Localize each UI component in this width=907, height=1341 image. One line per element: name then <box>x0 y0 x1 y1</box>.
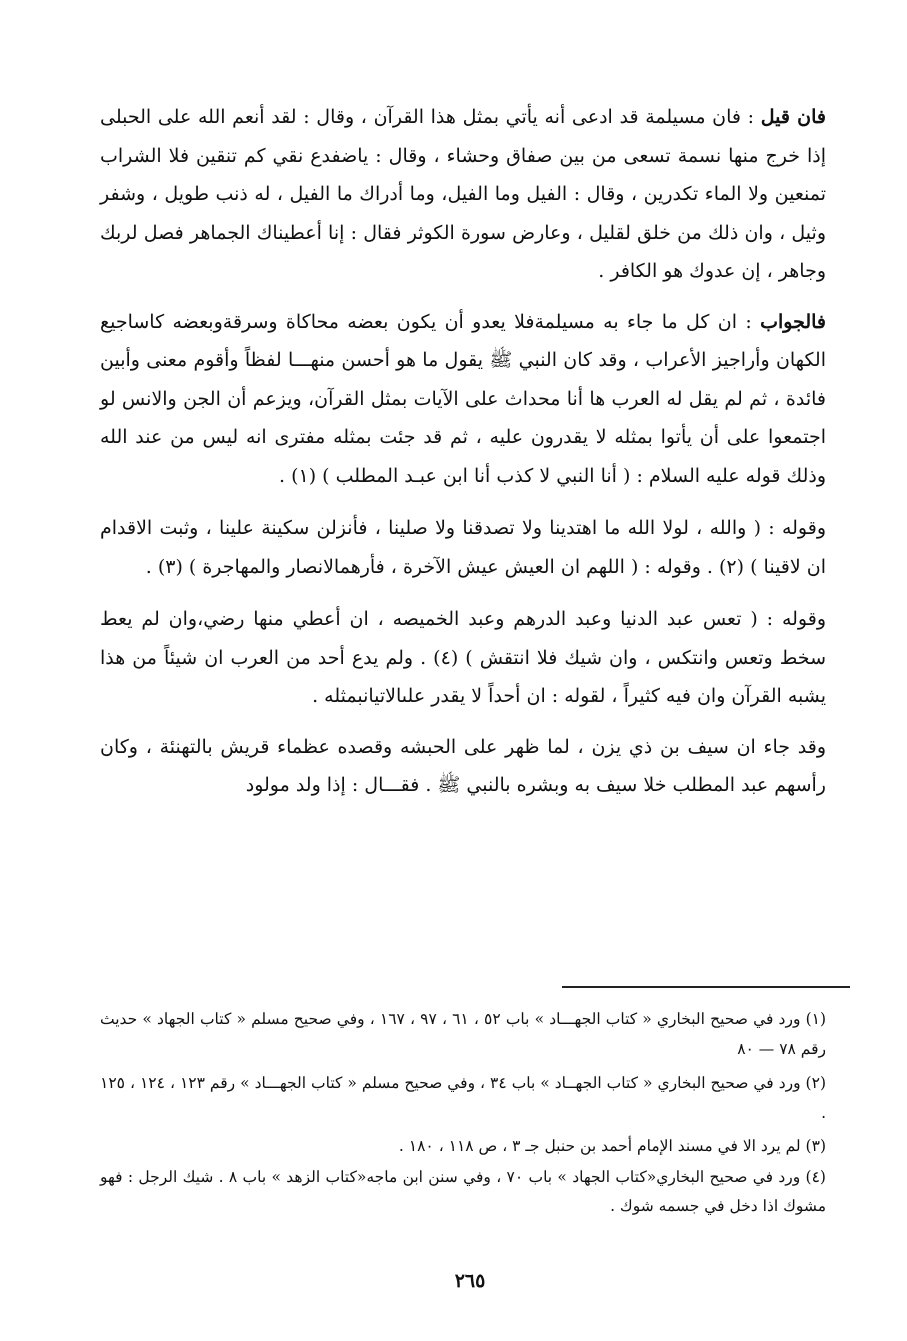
footnotes-block <box>100 1004 826 1223</box>
paragraph-answer <box>100 303 826 496</box>
paragraph-text-answer: : ان كل ما جاء به مسيلمةفلا يعدو أن يكون بعضه محاكاة وسرقةوبعضه كاساجيع الكهان وأراجيز الأعراب ، وقد كان النبي ﷺ يقول ما هو أحسن منهـــا لفظاً وأقوم معنى وأبين فائدة ، ثم لم يقل له العرب ها أنا محداث على الآيات بمثل القرآن، ويزعم أن الجن والانس لو اجتمعوا على أن يأتوا بمثله لا يقدرون عليه ، ثم قد جئت بمثله مفترى انه ليس من عند الله وذلك قوله عليه السلام : ( أنا النبي لا كذب أنا ابن عبـد المطلب ) (١) . <box>100 310 826 487</box>
paragraph-text-objection: : فان مسيلمة قد ادعى أنه يأتي بمثل هذا القرآن ، وقال : لقد أنعم الله على الحبلى إذا خرج منها نسمة تسعى من بين صفاق وحشاء ، وقال : ياضفدع نقي كم تنقين فلا الشراب تمنعين ولا الماء تكدرين ، وقال : الفيل وما الفيل، وما أدراك ما الفيل ، له ذنب طويل ، وشفر وثيل ، وان ذلك من خلق لقليل ، وعارض سورة الكوثر فقال : إنا أعطيناك الجماهر فصل لربك وجاهر ، إن عدوك هو الكافر . <box>100 106 826 282</box>
footnote-1: (١) ورد في صحيح البخاري « كتاب الجهـــاد » باب ٥٢ ، ٦١ ، ٩٧ ، ١٦٧ ، وفي صحيح مسلم « كتاب الجهاد » حديث رقم ٧٨ — ٨٠ <box>100 1010 827 1058</box>
paragraph-quote-2: وقوله : ( تعس عبد الدنيا وعبد الدرهم وعبد الخميصه ، ان أعطي منها رضي،وان لم يعط سخط وتعس وانتكس ، وان شيك فلا انتقش ) (٤) . ولم يدع أحد من العرب ان شيئاً من هذا يشبه القرآن وان فيه كثيراً ، لقوله : ان أحداً لا يقدر علىالاتيانبمثله . <box>100 608 826 707</box>
paragraph-quote-1: وقوله : ( والله ، لولا الله ما اهتدينا ولا تصدقنا ولا صلينا ، فأنزلن سكينة علينا ، وثبت الاقدام ان لاقينا ) (٢) . وقوله : ( اللهم ان العيش عيش الآخرة ، فأرهمالانصار والمهاجرة ) (٣) . <box>100 517 826 578</box>
paragraph-lead-answer: فالجواب <box>760 310 826 333</box>
footnote-2: (٢) ورد في صحيح البخاري « كتاب الجهــاد » باب ٣٤ ، وفي صحيح مسلم « كتاب الجهـــاد » رقم ١٢٣ ، ١٢٤ ، ١٢٥ . <box>100 1074 826 1122</box>
paragraph-saif: وقد جاء ان سيف بن ذي يزن ، لما ظهر على الحبشه وقصده عظماء قريش بالتهنئة ، وكان رأسهم عبد المطلب خلا سيف به وبشره بالنبي ﷺ . فقـــال : إذا ولد مولود <box>100 735 826 796</box>
main-text-block <box>100 98 826 805</box>
footnote-3: (٣) لم يرد الا في مسند الإمام أحمد بن حنبل جـ ٣ ، ص ١١٨ ، ١٨٠ . <box>398 1137 826 1155</box>
footnote-divider <box>562 986 850 988</box>
paragraph-objection <box>100 98 826 291</box>
page-number: ٢٦٥ <box>454 1270 486 1292</box>
footnote-4: (٤) ورد في صحيح البخاري«كتاب الجهاد » باب ٧٠ ، وفي سنن ابن ماجه«كتاب الزهد » باب ٨ . شيك الرجل : فهو مشوك اذا دخل في جسمه شوك . <box>100 1168 826 1215</box>
paragraph-lead-objection: فان قيل <box>760 106 826 128</box>
